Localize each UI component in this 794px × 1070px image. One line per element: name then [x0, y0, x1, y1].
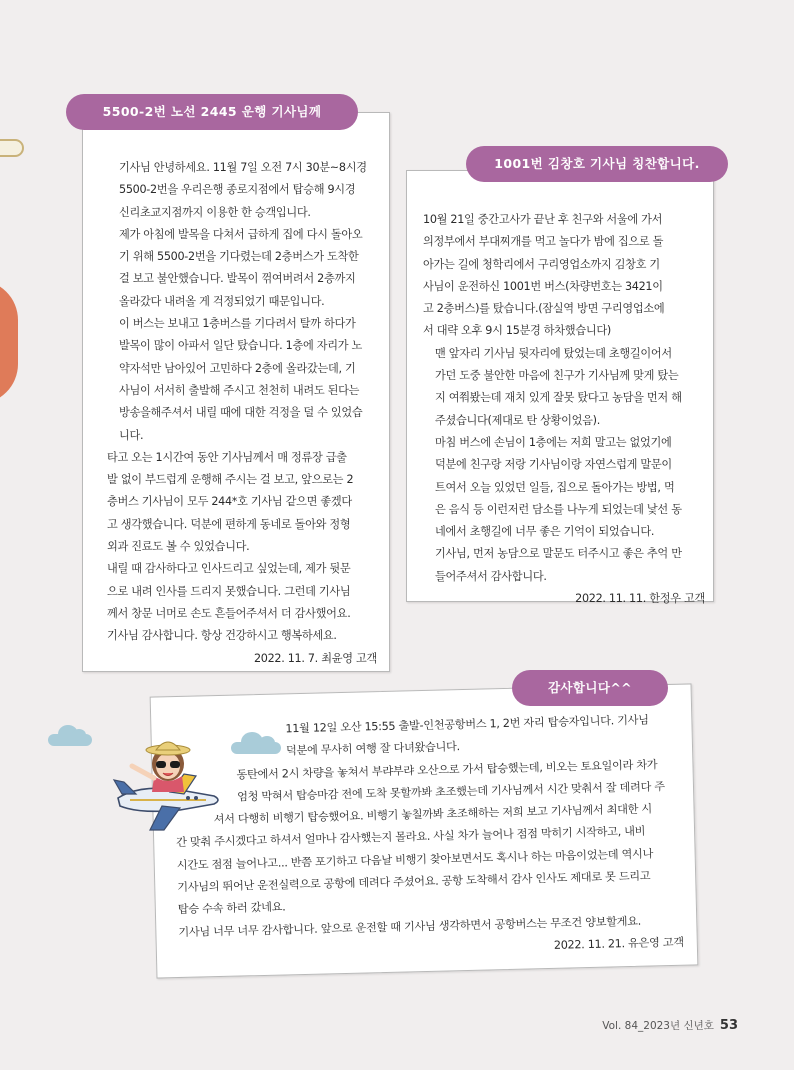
letter-line: 맨 앞자리 기사님 뒷자리에 탔었는데 초행길이어서 [435, 346, 672, 360]
letter-line: 마침 버스에 손님이 1층에는 저희 말고는 없었기에 [435, 435, 672, 449]
letter-line: 10월 21일 중간고사가 끝난 후 친구와 서울에 가서 [423, 213, 663, 226]
letter-1-title: 5500-2번 노선 2445 운행 기사님께 [66, 94, 358, 130]
letter-line: 은 음식 등 이런저런 담소를 나누게 되었는데 낯선 동 [435, 502, 682, 516]
letter-line: 기사님 감사합니다. 항상 건강하시고 행복하세요. [107, 629, 337, 643]
letter-line: 께서 창문 너머로 손도 흔들어주셔서 더 감사했어요. [107, 606, 351, 620]
letter-line: 셔서 다행히 비행기 탑승했어요. 비행기 놓칠까봐 초조해하는 저희 보고 기사님께서 최대한 시 [213, 802, 653, 827]
letter-line: 이 버스는 보내고 1층버스를 기다려서 탈까 하다가 [119, 317, 356, 331]
letter-3-signature: 2022. 11. 21. 유은영 고객 [553, 935, 684, 952]
letter-line: 으로 내려 인사를 드리지 못했습니다. 그런데 기사님 [107, 584, 351, 598]
letter-line: 간 맞춰 주시겠다고 하셔서 얼마나 감사했는지 몰라요. 사실 차가 늘어나 점점 막히기 시작하고, 내비 [176, 825, 646, 850]
letter-line: 제가 아침에 발목을 다쳐서 급하게 집에 다시 돌아오 [119, 227, 363, 241]
letter-line: 올라갔다 내려올 게 걱정되었기 때문입니다. [119, 294, 325, 308]
letter-line: 내릴 때 감사하다고 인사드리고 싶었는데, 제가 뒷문 [107, 562, 351, 576]
letter-line: 5500-2번을 우리은행 종로지점에서 탑승해 9시경 [119, 183, 356, 197]
cloud-icon [231, 742, 281, 754]
letter-line: 덕분에 친구랑 저랑 기사님이랑 자연스럽게 말문이 [435, 458, 672, 472]
letter-line: 엄청 막혀서 탑승마감 전에 도착 못할까봐 초조했는데 기사님께서 시간 맞춰서 잘 데려다 주 [236, 779, 665, 804]
letter-3-title: 감사합니다^^ [512, 670, 668, 706]
letter-line: 기사님의 뛰어난 운전실력으로 공항에 데려다 주셨어요. 공항 도착해서 감사 인사도 제대로 못 드리고 [177, 869, 651, 895]
letter-line: 니다. [119, 428, 144, 442]
letter-line: 사님이 서서히 출발해 주시고 천천히 내려도 된다는 [119, 383, 360, 397]
letter-line: 탑승 수속 하러 갔네요. [177, 900, 286, 917]
letter-line: 11월 12일 오산 15:55 출발-인천공항버스 1, 2번 자리 탑승자입니다. 기사님 [285, 713, 649, 736]
letter-line: 고 생각했습니다. 덕분에 편하게 동네로 돌아와 정형 [107, 517, 351, 531]
side-section-tab [0, 280, 18, 404]
page-footer [602, 1018, 738, 1033]
letter-line: 기사님, 먼저 농담으로 말문도 터주시고 좋은 추억 만 [435, 547, 682, 561]
page-number: 53 [719, 1018, 738, 1033]
letter-2-signature: 2022. 11. 11. 한정우 고객 [575, 592, 705, 606]
letter-line: 층버스 기사님이 모두 244*호 기사님 같으면 좋겠다 [107, 495, 352, 509]
letter-line: 타고 오는 1시간여 동안 기사님께서 매 정류장 급출 [107, 450, 347, 464]
letter-line: 동탄에서 2시 차량을 놓쳐서 부랴부랴 오산으로 가서 탑승했는데, 비오는 토요일이라 차가 [236, 757, 658, 782]
letter-line: 외과 진료도 볼 수 있었습니다. [107, 540, 250, 554]
cloud-icon [48, 734, 92, 746]
issue-label: Vol. 84_2023년 신년호 [602, 1020, 714, 1032]
letter-line: 덕분에 무사히 여행 잘 다녀왔습니다. [285, 740, 461, 758]
letter-1-body [107, 157, 377, 670]
airplane-character-illustration [110, 730, 230, 840]
letter-line: 약자석만 남아있어 고민하다 2층에 올라갔는데, 기 [119, 361, 356, 375]
letter-line: 고 2층버스)를 탔습니다.(잠실역 방면 구리영업소에 [423, 302, 665, 316]
letter-1-signature: 2022. 11. 7. 최윤영 고객 [253, 651, 377, 665]
letter-line: 신리초교지점까지 이용한 한 승객입니다. [119, 205, 311, 219]
letter-3-card [150, 683, 699, 978]
letter-line: 주셨습니다(제대로 탄 상황이었음). [435, 413, 600, 427]
letter-line: 방송을해주셔서 내릴 때에 대한 걱정을 덜 수 있었습 [119, 406, 363, 420]
letter-2-title: 1001번 김창호 기사님 칭찬합니다. [466, 146, 728, 182]
letter-2-body [423, 209, 705, 610]
letter-line: 서 대략 오후 9시 15분경 하차했습니다) [423, 324, 611, 338]
letter-line: 시간도 점점 늘어나고... 반쯤 포기하고 다음날 비행기 찾아보면서도 혹시나 하는 마음이었는데 역시나 [176, 847, 654, 872]
letter-line: 가던 도중 불안한 마음에 친구가 기사님께 맞게 탔는 [435, 369, 679, 383]
letter-line: 기 위해 5500-2번을 기다렸는데 2층버스가 도착한 [119, 250, 359, 264]
letter-line: 기사님 너무 너무 감사합니다. 앞으로 운전할 때 기사님 생각하면서 공항버스는 무조건 양보할게요. [178, 914, 642, 939]
letter-line: 네에서 초행길에 너무 좋은 기억이 되었습니다. [435, 525, 655, 539]
decorative-tab [0, 139, 24, 157]
letter-line: 들어주셔서 감사합니다. [435, 569, 547, 583]
letter-line: 아가는 길에 청학리에서 구리영업소까지 김창호 기 [423, 257, 660, 271]
letter-line: 트여서 오늘 있었던 일들, 집으로 돌아가는 방법, 먹 [435, 480, 675, 494]
letter-line: 걸 보고 불안했습니다. 발목이 꺾여버려서 2층까지 [119, 272, 356, 286]
letter-line: 발 없이 부드럽게 운행해 주시는 걸 보고, 앞으로는 2 [107, 473, 354, 487]
letter-line: 발목이 많이 아파서 일단 탔습니다. 1층에 자리가 노 [119, 339, 363, 353]
letter-line: 기사님 안녕하세요. 11월 7일 오전 7시 30분~8시경 [119, 161, 367, 174]
letter-2-card [406, 170, 714, 606]
letter-line: 사님이 운전하신 1001번 버스(차량번호는 3421이 [423, 279, 663, 293]
letter-line: 의정부에서 부대찌개를 먹고 놀다가 밤에 집으로 돌 [423, 235, 664, 249]
character-icon [132, 742, 190, 792]
letter-line: 지 여쭤봤는데 재치 있게 잘못 탔다고 농담을 먼저 해 [435, 391, 682, 405]
letter-1-card [82, 112, 390, 672]
